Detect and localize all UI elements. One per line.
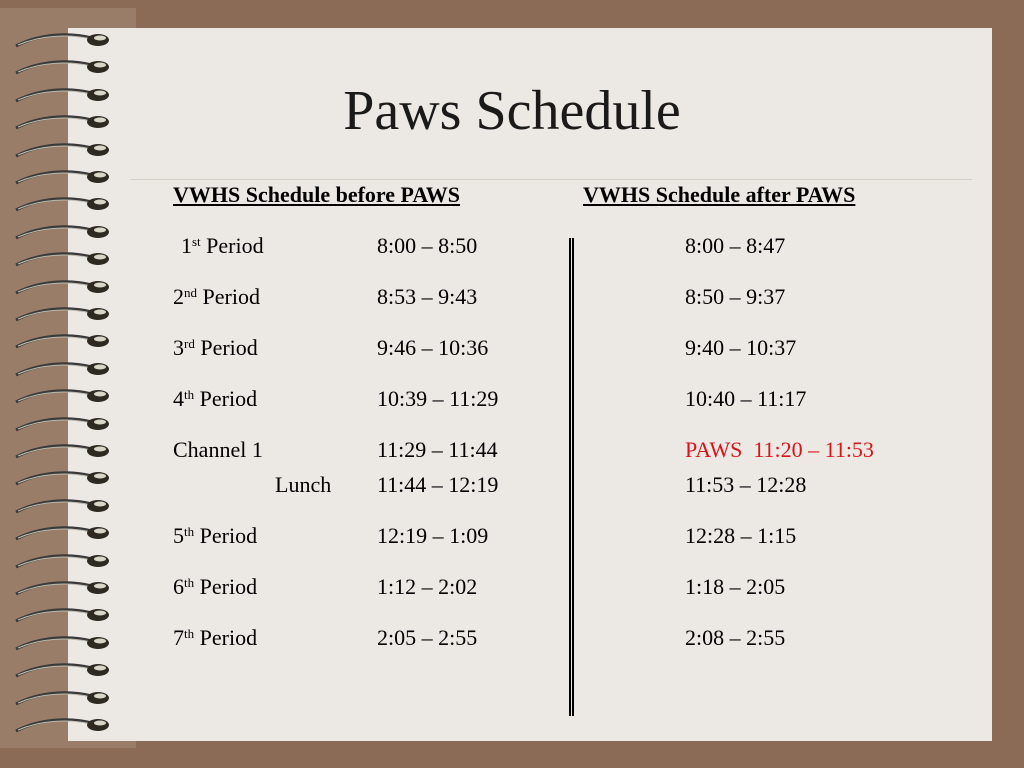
spiral-coil bbox=[14, 496, 114, 518]
spiral-coil bbox=[14, 633, 114, 655]
spiral-coil bbox=[14, 222, 114, 244]
after-time: 12:28 – 1:15 bbox=[685, 523, 797, 548]
before-time: 2:05 – 2:55 bbox=[377, 625, 478, 650]
before-time: 1:12 – 2:02 bbox=[377, 574, 478, 599]
spiral-coil bbox=[14, 660, 114, 682]
spiral-coil bbox=[14, 359, 114, 381]
spiral-coil bbox=[14, 551, 114, 573]
spiral-coil bbox=[14, 386, 114, 408]
spiral-coil bbox=[14, 167, 114, 189]
header-before-paws: VWHS Schedule before PAWS bbox=[173, 182, 461, 207]
spiral-coil bbox=[14, 688, 114, 710]
after-time: 8:50 – 9:37 bbox=[685, 284, 786, 309]
after-time: 1:18 – 2:05 bbox=[685, 574, 786, 599]
paws-time: PAWS 11:20 – 11:53 bbox=[685, 437, 874, 462]
after-time: 10:40 – 11:17 bbox=[685, 386, 807, 411]
period-label: 1st Period bbox=[181, 233, 264, 258]
period-label: 4th Period bbox=[173, 386, 258, 411]
period-label: 6th Period bbox=[173, 574, 258, 599]
spiral-coil bbox=[14, 414, 114, 436]
before-time: 12:19 – 1:09 bbox=[377, 523, 489, 548]
spiral-coil bbox=[14, 605, 114, 627]
spiral-coil bbox=[14, 249, 114, 271]
after-time: 2:08 – 2:55 bbox=[685, 625, 786, 650]
before-time: 9:46 – 10:36 bbox=[377, 335, 489, 360]
before-time: 8:53 – 9:43 bbox=[377, 284, 478, 309]
before-time: 8:00 – 8:50 bbox=[377, 233, 478, 258]
spiral-coil bbox=[14, 441, 114, 463]
spiral-coil bbox=[14, 578, 114, 600]
header-after-paws: VWHS Schedule after PAWS bbox=[583, 182, 856, 207]
channel-label: Channel 1 bbox=[173, 437, 263, 462]
spiral-coil bbox=[14, 194, 114, 216]
before-time: 10:39 – 11:29 bbox=[377, 386, 499, 411]
period-label: 7th Period bbox=[173, 625, 258, 650]
title-divider bbox=[130, 179, 972, 180]
spiral-coil bbox=[14, 277, 114, 299]
spiral-coil bbox=[14, 715, 114, 737]
page-title: Paws Schedule bbox=[343, 80, 681, 142]
period-label: 3rd Period bbox=[173, 335, 258, 360]
lunch-label: Lunch bbox=[275, 472, 332, 497]
spiral-coil bbox=[14, 304, 114, 326]
spiral-coil bbox=[14, 523, 114, 545]
after-time: 11:53 – 12:28 bbox=[685, 472, 807, 497]
spiral-coil bbox=[14, 331, 114, 353]
column-divider bbox=[569, 238, 574, 716]
before-time: 11:44 – 12:19 bbox=[377, 472, 499, 497]
spiral-coil bbox=[14, 468, 114, 490]
period-label: 5th Period bbox=[173, 523, 258, 548]
before-time: 11:29 – 11:44 bbox=[377, 437, 498, 462]
after-time: 8:00 – 8:47 bbox=[685, 233, 786, 258]
spiral-coil bbox=[14, 30, 114, 52]
period-label: 2nd Period bbox=[173, 284, 260, 309]
after-time: 9:40 – 10:37 bbox=[685, 335, 797, 360]
